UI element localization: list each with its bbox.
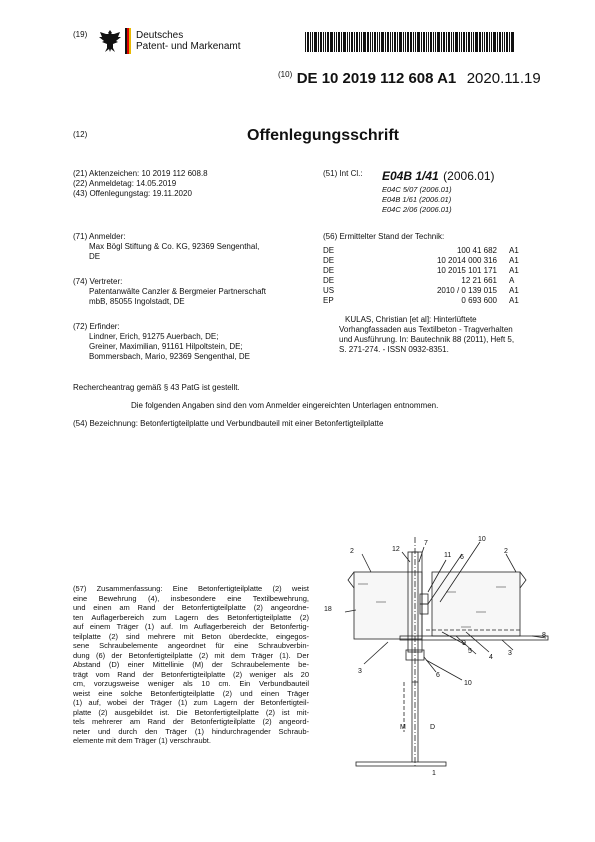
barcode-bar: [451, 32, 452, 52]
figure-labels: [316, 532, 552, 777]
literature-line: und Ausführung. In: Bautechnik 88 (2011), Heft 5,: [339, 335, 515, 344]
barcode-bar: [435, 32, 436, 52]
abstract-line: Abstand (D) einer Mittellinie (M) der Schraubelemente be-: [73, 660, 309, 669]
ipc-sub-item: E04C 2/06 (2006.01): [382, 205, 452, 214]
figure-label: 10: [464, 680, 472, 687]
barcode-bar: [410, 32, 412, 52]
document-title: Offenlegungsschrift: [247, 127, 400, 144]
eagle-emblem-icon: [98, 28, 122, 59]
publication-day: (43) Offenlegungstag: 19.11.2020: [73, 189, 192, 198]
prior-art-country: US: [323, 286, 335, 295]
barcode-bar: [441, 32, 442, 52]
prior-art-country: EP: [323, 296, 334, 305]
abstract-line: platte (2) ausgebildet ist. Die Betonfertigteilplatte (2) ist mit-: [73, 707, 309, 717]
barcode: [305, 32, 552, 52]
barcode-bar: [482, 32, 483, 52]
prior-art-country: DE: [323, 246, 335, 255]
inventor-block: [73, 332, 313, 362]
figure-label: 7: [424, 540, 428, 547]
barcode-bar: [367, 32, 369, 52]
prior-art-kind: A1: [509, 256, 519, 265]
publication-number: DE 10 2019 112 608 A1: [296, 70, 457, 87]
prior-art-country: DE: [323, 266, 335, 275]
barcode-bar: [421, 32, 422, 52]
barcode-bar: [392, 32, 393, 52]
figure-label: 11: [444, 552, 452, 559]
barcode-bar: [307, 32, 309, 52]
agent-block: [73, 287, 313, 307]
barcode-bar: [448, 32, 450, 52]
barcode-bar: [379, 32, 380, 52]
inventor-line: Bommersbach, Mario, 92369 Sengenthal, DE: [89, 352, 250, 361]
applicant-label: (71) Anmelder:: [73, 232, 126, 241]
barcode-bar: [390, 32, 391, 52]
applicant-documents-note: Die folgenden Angaben sind den vom Anmelder eingereichten Unterlagen entnommen.: [131, 401, 439, 410]
barcode-bar: [377, 32, 378, 52]
prior-art-number: 12 21 661: [461, 276, 497, 285]
barcode-bar: [468, 32, 470, 52]
prior-art-row: [323, 256, 523, 266]
prior-art-country: DE: [323, 276, 335, 285]
abstract-line: auf einem Träger (1) auf. Im Auflagerbereich der Betonfertig-: [73, 622, 309, 631]
barcode-bar: [489, 32, 490, 52]
barcode-bar: [336, 32, 337, 52]
abstract-line: tels mehrerer am Rand der Betonfertigteilplatte (2) angeord-: [73, 717, 309, 726]
ipc-main: E04B 1/41: [382, 169, 439, 183]
search-request-note: Rechercheantrag gemäß § 43 PatG ist gestellt.: [73, 383, 240, 392]
abstract: [73, 584, 309, 746]
barcode-bar: [305, 32, 306, 52]
publication-date: 2020.11.19: [466, 70, 541, 87]
barcode-bar: [423, 32, 425, 52]
barcode-bar: [374, 32, 376, 52]
figure-label: 1: [432, 770, 436, 777]
office-name: [136, 30, 241, 52]
figure-label: 2: [504, 548, 508, 555]
barcode-bar: [413, 32, 414, 52]
barcode-bar: [310, 32, 311, 52]
barcode-bar: [407, 32, 409, 52]
barcode-bar: [433, 32, 434, 52]
barcode-bar: [475, 32, 478, 52]
figure-label: 12: [392, 546, 400, 553]
barcode-bar: [502, 32, 503, 52]
code-12: (12): [73, 130, 88, 139]
prior-art-row: [323, 296, 523, 306]
barcode-bar: [351, 32, 353, 52]
barcode-bar: [320, 32, 322, 52]
figure-label: 8: [542, 632, 546, 639]
bibliographic-data: [73, 169, 208, 199]
barcode-bar: [506, 32, 508, 52]
barcode-bar: [437, 32, 440, 52]
barcode-bar: [387, 32, 389, 52]
barcode-bar: [325, 32, 326, 52]
designation: (54) Bezeichnung: Betonfertigteilplatte und Verbundbauteil mit einer Betonfertigteilplatte: [73, 419, 384, 428]
abstract-line: sene Schraubelemente angeordnet für eine Schraubverbin-: [73, 641, 309, 650]
barcode-bar: [347, 32, 348, 52]
barcode-bar: [338, 32, 340, 52]
barcode-bar: [471, 32, 472, 52]
barcode-bar: [426, 32, 427, 52]
barcode-bar: [381, 32, 384, 52]
barcode-bar: [493, 32, 496, 52]
office-line-2: Patent- und Markenamt: [136, 41, 241, 52]
prior-art-row: [323, 246, 523, 256]
barcode-bar: [491, 32, 492, 52]
barcode-bar: [484, 32, 485, 52]
literature-line: S. 271-274. - ISSN 0932-8351.: [339, 345, 449, 354]
abstract-line: ten Auflagerbereich zum Lagern des Betonfertigteilplatte (2): [73, 612, 309, 622]
barcode-bar: [463, 32, 465, 52]
barcode-bar: [417, 32, 420, 52]
barcode-bar: [385, 32, 386, 52]
abstract-line: cm, vorzugsweise weniger als 10 cm. Ein Verbundbauteil: [73, 679, 309, 688]
barcode-bar: [361, 32, 362, 52]
prior-art-table: [323, 246, 523, 306]
prior-art: [323, 232, 523, 355]
barcode-bar: [341, 32, 342, 52]
applicant-line: DE: [89, 252, 101, 261]
figure-label: 5: [468, 648, 472, 655]
prior-art-number: 2010 / 0 139 015: [436, 286, 497, 295]
abstract-line: (57) Zusammenfassung: Eine Betonfertigteilplatte (2) weist: [73, 584, 309, 593]
barcode-bar: [446, 32, 447, 52]
ipc-main-line: [382, 167, 495, 185]
barcode-bar: [486, 32, 488, 52]
code-19: (19): [73, 30, 88, 39]
barcode-bar: [415, 32, 416, 52]
ipc-main-year: (2006.01): [443, 169, 495, 183]
abstract-line: und einen am Rand der Betonfertigteilplatte (2) angeordne-: [73, 603, 309, 612]
barcode-bar: [359, 32, 360, 52]
inventor-line: Lindner, Erich, 91275 Auerbach, DE;: [89, 332, 219, 341]
applicant-line: Max Bögl Stiftung & Co. KG, 92369 Sengenthal,: [89, 242, 260, 251]
prior-art-kind: A1: [509, 246, 519, 255]
barcode-bar: [455, 32, 458, 52]
publication-line: [278, 70, 541, 88]
abstract-line: neter und durch den Träger (1) hindurchragender Schraub-: [73, 726, 309, 736]
abstract-line: eine Bewehrung (4), insbesondere eine Textilbewehrung,: [73, 593, 309, 603]
prior-art-number: 10 2014 000 316: [436, 256, 497, 265]
figure-label: M: [400, 724, 406, 731]
barcode-bar: [504, 32, 505, 52]
prior-art-row: [323, 266, 523, 276]
abstract-line: teilplatte (2) sind mehrere mit Beton überdeckte, eingegos-: [73, 631, 309, 641]
applicant-block: [73, 242, 313, 262]
barcode-bar: [323, 32, 324, 52]
filing-date: (22) Anmeldetag: 14.05.2019: [73, 179, 177, 188]
barcode-bar: [461, 32, 462, 52]
prior-art-kind: A: [509, 276, 515, 285]
abstract-line: weist eine solche Betonfertigteilplatte (2) und einen Träger: [73, 688, 309, 698]
ipc-label: (51) Int Cl.:: [323, 169, 363, 178]
barcode-bar: [330, 32, 333, 52]
prior-art-country: DE: [323, 256, 335, 265]
barcode-bar: [372, 32, 373, 52]
barcode-bar: [397, 32, 398, 52]
barcode-bar: [443, 32, 445, 52]
inventor-line: Greiner, Maximilian, 91161 Hilpoltstein, DE;: [89, 342, 243, 351]
barcode-bar: [459, 32, 460, 52]
code-10: (10): [278, 70, 293, 79]
figure-label: 6: [460, 554, 464, 561]
agent-label: (74) Vertreter:: [73, 277, 123, 286]
barcode-bar: [394, 32, 396, 52]
barcode-bar: [473, 32, 474, 52]
ipc-sub-item: E04C 5/07 (2006.01): [382, 185, 452, 194]
figure-label: 3: [508, 650, 512, 657]
barcode-bar: [354, 32, 355, 52]
prior-art-literature: [323, 315, 523, 355]
parties: [73, 232, 313, 362]
ipc-sub-list: [382, 185, 452, 215]
prior-art-kind: A1: [509, 296, 519, 305]
prior-art-label: (56) Ermittelter Stand der Technik:: [323, 232, 445, 241]
barcode-bar: [430, 32, 432, 52]
literature-line: KULAS, Christian [et al]: Hinterlüftete: [345, 315, 477, 324]
barcode-bar: [370, 32, 371, 52]
prior-art-row: [323, 286, 523, 296]
figure-label: 4: [489, 654, 493, 661]
barcode-bar: [312, 32, 313, 52]
barcode-bar: [428, 32, 429, 52]
barcode-bar: [509, 32, 510, 52]
prior-art-number: 100 41 682: [456, 246, 497, 255]
figure-label: 9: [462, 640, 466, 647]
abstract-line: trägt vom Rand der Betonfertigteilplatte (2) weniger als 20: [73, 669, 309, 679]
barcode-bar: [511, 32, 514, 52]
file-number: (21) Aktenzeichen: 10 2019 112 608.8: [73, 169, 208, 178]
barcode-bar: [314, 32, 317, 52]
figure-label: 3: [358, 668, 362, 675]
barcode-bar: [453, 32, 454, 52]
figure-label: 2: [350, 548, 354, 555]
office-line-1: Deutsches: [136, 30, 184, 41]
barcode-bar: [403, 32, 404, 52]
agent-line: Patentanwälte Canzler & Bergmeier Partnerschaft: [89, 287, 266, 296]
inventor-label: (72) Erfinder:: [73, 322, 120, 331]
prior-art-row: [323, 276, 523, 286]
figure-label: 18: [324, 606, 332, 613]
prior-art-kind: A1: [509, 266, 519, 275]
barcode-bar: [334, 32, 335, 52]
figure-label: 6: [436, 672, 440, 679]
barcode-bar: [405, 32, 406, 52]
abstract-line: dung (6) der Betonfertigteilplatte (2) mit dem Träger (1). Der: [73, 650, 309, 660]
barcode-bar: [327, 32, 329, 52]
barcode-bar: [318, 32, 319, 52]
literature-line: Vorhangfassaden aus Textilbeton - Tragverhalten: [339, 325, 513, 334]
abstract-line: (1) auf, wobei der Träger (1) zum Lagern der Betonfertigteil-: [73, 698, 309, 707]
flag-gold-bar: [129, 28, 131, 54]
prior-art-number: 0 693 600: [461, 296, 497, 305]
barcode-bar: [479, 32, 481, 52]
barcode-bar: [349, 32, 350, 52]
barcode-bar: [466, 32, 467, 52]
technical-drawing: [316, 532, 552, 777]
barcode-bar: [363, 32, 366, 52]
prior-art-number: 10 2015 101 171: [436, 266, 497, 275]
barcode-bar: [356, 32, 358, 52]
barcode-bar: [497, 32, 498, 52]
abstract-line: elemente mit dem Träger (1) verschraubt.: [73, 736, 211, 745]
ipc-sub-item: E04B 1/61 (2006.01): [382, 195, 452, 204]
barcode-bar: [499, 32, 501, 52]
figure-label: D: [430, 724, 436, 731]
figure-label: 10: [478, 536, 486, 543]
barcode-bar: [399, 32, 402, 52]
barcode-bar: [343, 32, 346, 52]
agent-line: mbB, 85055 Ingolstadt, DE: [89, 297, 185, 306]
prior-art-kind: A1: [509, 286, 519, 295]
